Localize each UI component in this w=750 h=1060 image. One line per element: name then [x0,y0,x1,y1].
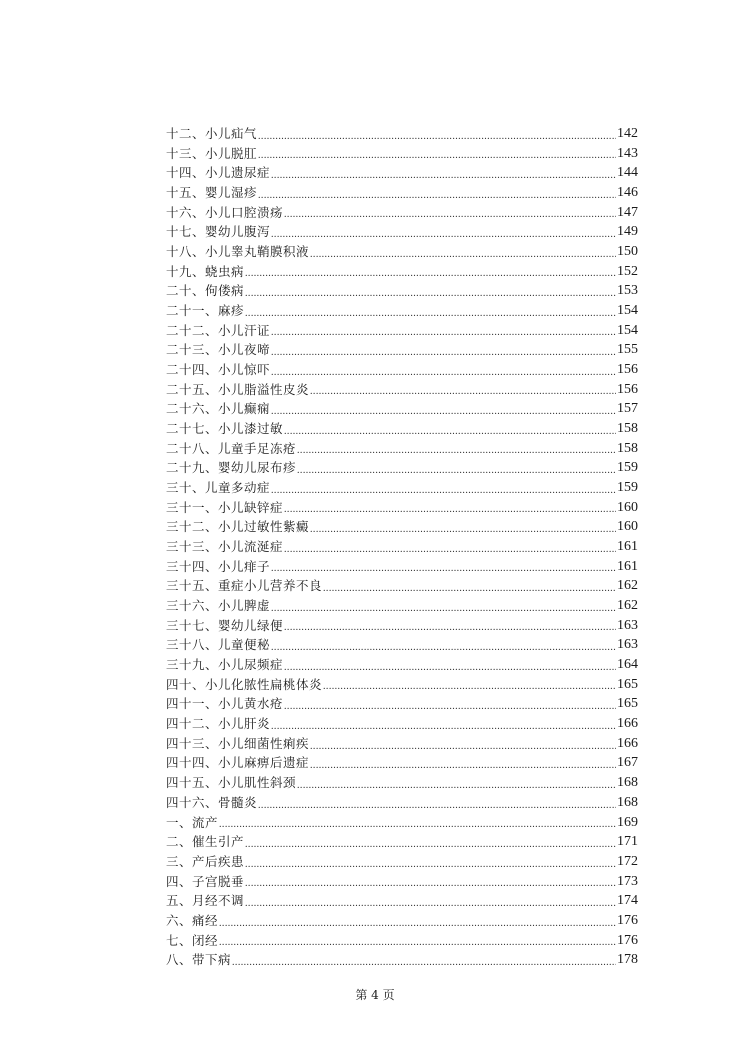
toc-entry-title: 八、带下病 [166,952,232,968]
toc-entry[interactable] [166,222,638,242]
toc-entry-title: 四十三、小儿细菌性痢疾 [166,735,310,751]
toc-entry[interactable] [166,596,638,616]
toc-entry[interactable] [166,931,638,951]
dot-leader [310,380,616,400]
toc-entry-page: 166 [617,735,638,751]
toc-entry-title: 十七、婴幼儿腹泻 [166,224,271,240]
toc-entry-title: 十八、小儿睾丸鞘膜积液 [166,244,310,260]
toc-entry[interactable] [166,163,638,183]
toc-entry[interactable] [166,262,638,282]
toc-entry-title: 二十二、小儿汗证 [166,322,271,338]
dot-leader [271,340,616,360]
toc-entry-title: 四十五、小儿肌性斜颈 [166,775,297,791]
toc-entry-page: 169 [617,814,638,830]
toc-entry-title: 三十、儿童多动症 [166,480,271,496]
toc-entry-page: 154 [617,322,638,338]
toc-entry-page: 161 [617,558,638,574]
toc-entry[interactable] [166,203,638,223]
dot-leader [323,576,616,596]
toc-entry-title: 二十四、小儿惊吓 [166,362,271,378]
dot-leader [284,203,616,223]
dot-leader [245,832,616,852]
toc-entry-title: 三十四、小儿痱子 [166,558,271,574]
toc-entry-title: 四十二、小儿肝炎 [166,716,271,732]
toc-entry-page: 176 [617,912,638,928]
toc-entry-page: 156 [617,381,638,397]
toc-entry-page: 166 [617,716,638,732]
dot-leader [310,754,616,774]
toc-entry[interactable] [166,380,638,400]
toc-entry[interactable] [166,734,638,754]
dot-leader [271,478,616,498]
toc-entry-title: 二十、佝偻病 [166,283,245,299]
toc-entry[interactable] [166,360,638,380]
dot-leader [258,793,616,813]
toc-entry[interactable] [166,419,638,439]
dot-leader [245,852,616,872]
toc-entry[interactable] [166,754,638,774]
toc-entry-title: 二、催生引产 [166,834,245,850]
toc-entry[interactable] [166,616,638,636]
toc-entry-title: 二十一、麻疹 [166,303,245,319]
toc-entry[interactable] [166,714,638,734]
toc-entry-page: 142 [617,125,638,141]
dot-leader [297,458,616,478]
dot-leader [284,655,616,675]
toc-entry-title: 十二、小儿疝气 [166,125,258,141]
toc-entry-title: 三十三、小儿流涎症 [166,539,284,555]
toc-entry[interactable] [166,950,638,970]
dot-leader [271,557,616,577]
toc-entry[interactable] [166,694,638,714]
dot-leader [245,281,616,301]
toc-entry-title: 二十五、小儿脂溢性皮炎 [166,381,310,397]
toc-entry[interactable] [166,242,638,262]
toc-entry-page: 161 [617,539,638,555]
toc-entry-page: 150 [617,244,638,260]
dot-leader [271,360,616,380]
toc-entry-title: 三十七、婴幼儿绿便 [166,617,284,633]
toc-entry-page: 156 [617,362,638,378]
toc-entry-page: 168 [617,775,638,791]
dot-leader [310,734,616,754]
toc-entry[interactable] [166,498,638,518]
toc-entry-title: 三十九、小儿尿频症 [166,657,284,673]
toc-entry[interactable] [166,321,638,341]
toc-entry-page: 146 [617,185,638,200]
toc-entry[interactable] [166,813,638,833]
toc-entry-page: 158 [617,440,638,456]
toc-entry-title: 二十八、儿童手足冻疮 [166,440,297,456]
toc-entry-page: 162 [617,578,638,594]
toc-entry-title: 十六、小儿口腔溃疡 [166,204,284,220]
toc-entry-page: 144 [617,165,638,181]
dot-leader [219,813,616,833]
dot-leader [245,301,616,321]
toc-entry-page: 147 [617,204,638,220]
page-number: 第 4 页 [355,988,395,1002]
toc-entry[interactable] [166,911,638,931]
toc-entry-page: 154 [617,303,638,319]
toc-entry-title: 四十一、小儿黄水疮 [166,696,284,712]
toc-entry-title: 三、产后疾患 [166,853,245,869]
dot-leader [219,931,616,951]
toc-entry-page: 167 [617,755,638,771]
toc-entry-page: 158 [617,421,638,437]
toc-entry-title: 三十六、小儿脾虚 [166,598,271,614]
toc-entry[interactable] [166,478,638,498]
toc-entry-page: 155 [617,342,638,358]
toc-entry-title: 一、流产 [166,814,219,830]
toc-entry[interactable] [166,891,638,911]
toc-entry-page: 162 [617,598,638,614]
dot-leader [284,694,616,714]
dot-leader [245,872,616,892]
dot-leader [297,773,616,793]
toc-entry[interactable] [166,537,638,557]
toc-entry-title: 三十五、重症小儿营养不良 [166,578,323,594]
toc-entry-page: 172 [617,853,638,869]
toc-entry-page: 174 [617,893,638,909]
dot-leader [258,183,616,203]
toc-entry-page: 173 [617,873,638,889]
dot-leader [245,891,616,911]
toc-entry-title: 三十八、儿童便秘 [166,637,271,653]
toc-entry[interactable] [166,576,638,596]
toc-entry-title: 五、月经不调 [166,893,245,909]
dot-leader [271,714,616,734]
toc-entry-page: 159 [617,480,638,496]
dot-leader [271,222,616,242]
dot-leader [284,419,616,439]
toc-entry[interactable] [166,832,638,852]
toc-entry-page: 165 [617,676,638,692]
toc-entry-page: 160 [617,499,638,515]
toc-entry[interactable] [166,557,638,577]
dot-leader [284,498,616,518]
dot-leader [271,321,616,341]
toc-entry[interactable] [166,340,638,360]
toc-entry-title: 四十四、小儿麻痹后遗症 [166,755,310,771]
toc-entry-title: 二十九、婴幼儿尿布疹 [166,460,297,476]
dot-leader [271,163,616,183]
dot-leader [271,596,616,616]
toc-entry-page: 160 [617,519,638,535]
dot-leader [219,911,616,931]
toc-entry-title: 七、闭经 [166,932,219,948]
toc-entry-page: 163 [617,617,638,633]
dot-leader [258,124,616,144]
toc-entry-title: 三十二、小儿过敏性紫癜 [166,519,310,535]
toc-entry-page: 149 [617,224,638,240]
toc-entry-page: 171 [617,834,638,850]
toc-entry-title: 二十七、小儿漆过敏 [166,421,284,437]
dot-leader [284,537,616,557]
toc-entry-page: 152 [617,263,638,279]
dot-leader [258,144,616,164]
toc-entry-page: 164 [617,657,638,673]
toc-entry[interactable] [166,852,638,872]
table-of-contents [166,124,638,970]
toc-entry[interactable] [166,675,638,695]
toc-entry-page: 159 [617,460,638,476]
toc-entry-title: 四十六、骨髓炎 [166,794,258,810]
dot-leader [323,675,616,695]
toc-entry-title: 二十三、小儿夜啼 [166,342,271,358]
toc-entry-page: 178 [617,952,638,968]
toc-entry-page: 165 [617,696,638,712]
toc-entry[interactable] [166,793,638,813]
toc-entry-page: 163 [617,637,638,653]
toc-entry-page: 157 [617,401,638,417]
toc-entry-title: 十四、小儿遗尿症 [166,165,271,181]
dot-leader [245,262,616,282]
toc-entry[interactable] [166,458,638,478]
toc-entry[interactable] [166,144,638,164]
toc-entry-title: 十九、蛲虫病 [166,263,245,279]
toc-entry[interactable] [166,124,638,144]
toc-entry[interactable] [166,439,638,459]
toc-entry[interactable] [166,655,638,675]
toc-entry[interactable] [166,517,638,537]
dot-leader [310,242,616,262]
dot-leader [271,635,616,655]
toc-entry[interactable] [166,183,638,203]
toc-entry-page: 143 [617,145,638,161]
dot-leader [310,517,616,537]
toc-entry[interactable] [166,635,638,655]
toc-entry[interactable] [166,399,638,419]
toc-entry[interactable] [166,872,638,892]
toc-entry-title: 六、痛经 [166,912,219,928]
toc-entry[interactable] [166,301,638,321]
dot-leader [297,439,616,459]
toc-entry[interactable] [166,281,638,301]
toc-entry-title: 四、子宫脱垂 [166,873,245,889]
toc-entry-title: 十三、小儿脱肛 [166,145,258,161]
toc-entry-title: 十五、婴儿湿疹 [166,185,258,200]
toc-entry-page: 176 [617,932,638,948]
dot-leader [271,399,616,419]
toc-entry[interactable] [166,773,638,793]
toc-entry-title: 四十、小儿化脓性扁桃体炎 [166,676,323,692]
toc-entry-title: 三十一、小儿缺锌症 [166,499,284,515]
dot-leader [284,616,616,636]
dot-leader [232,950,616,970]
toc-entry-page: 153 [617,283,638,299]
toc-entry-page: 168 [617,794,638,810]
toc-entry-title: 二十六、小儿癫痫 [166,401,271,417]
